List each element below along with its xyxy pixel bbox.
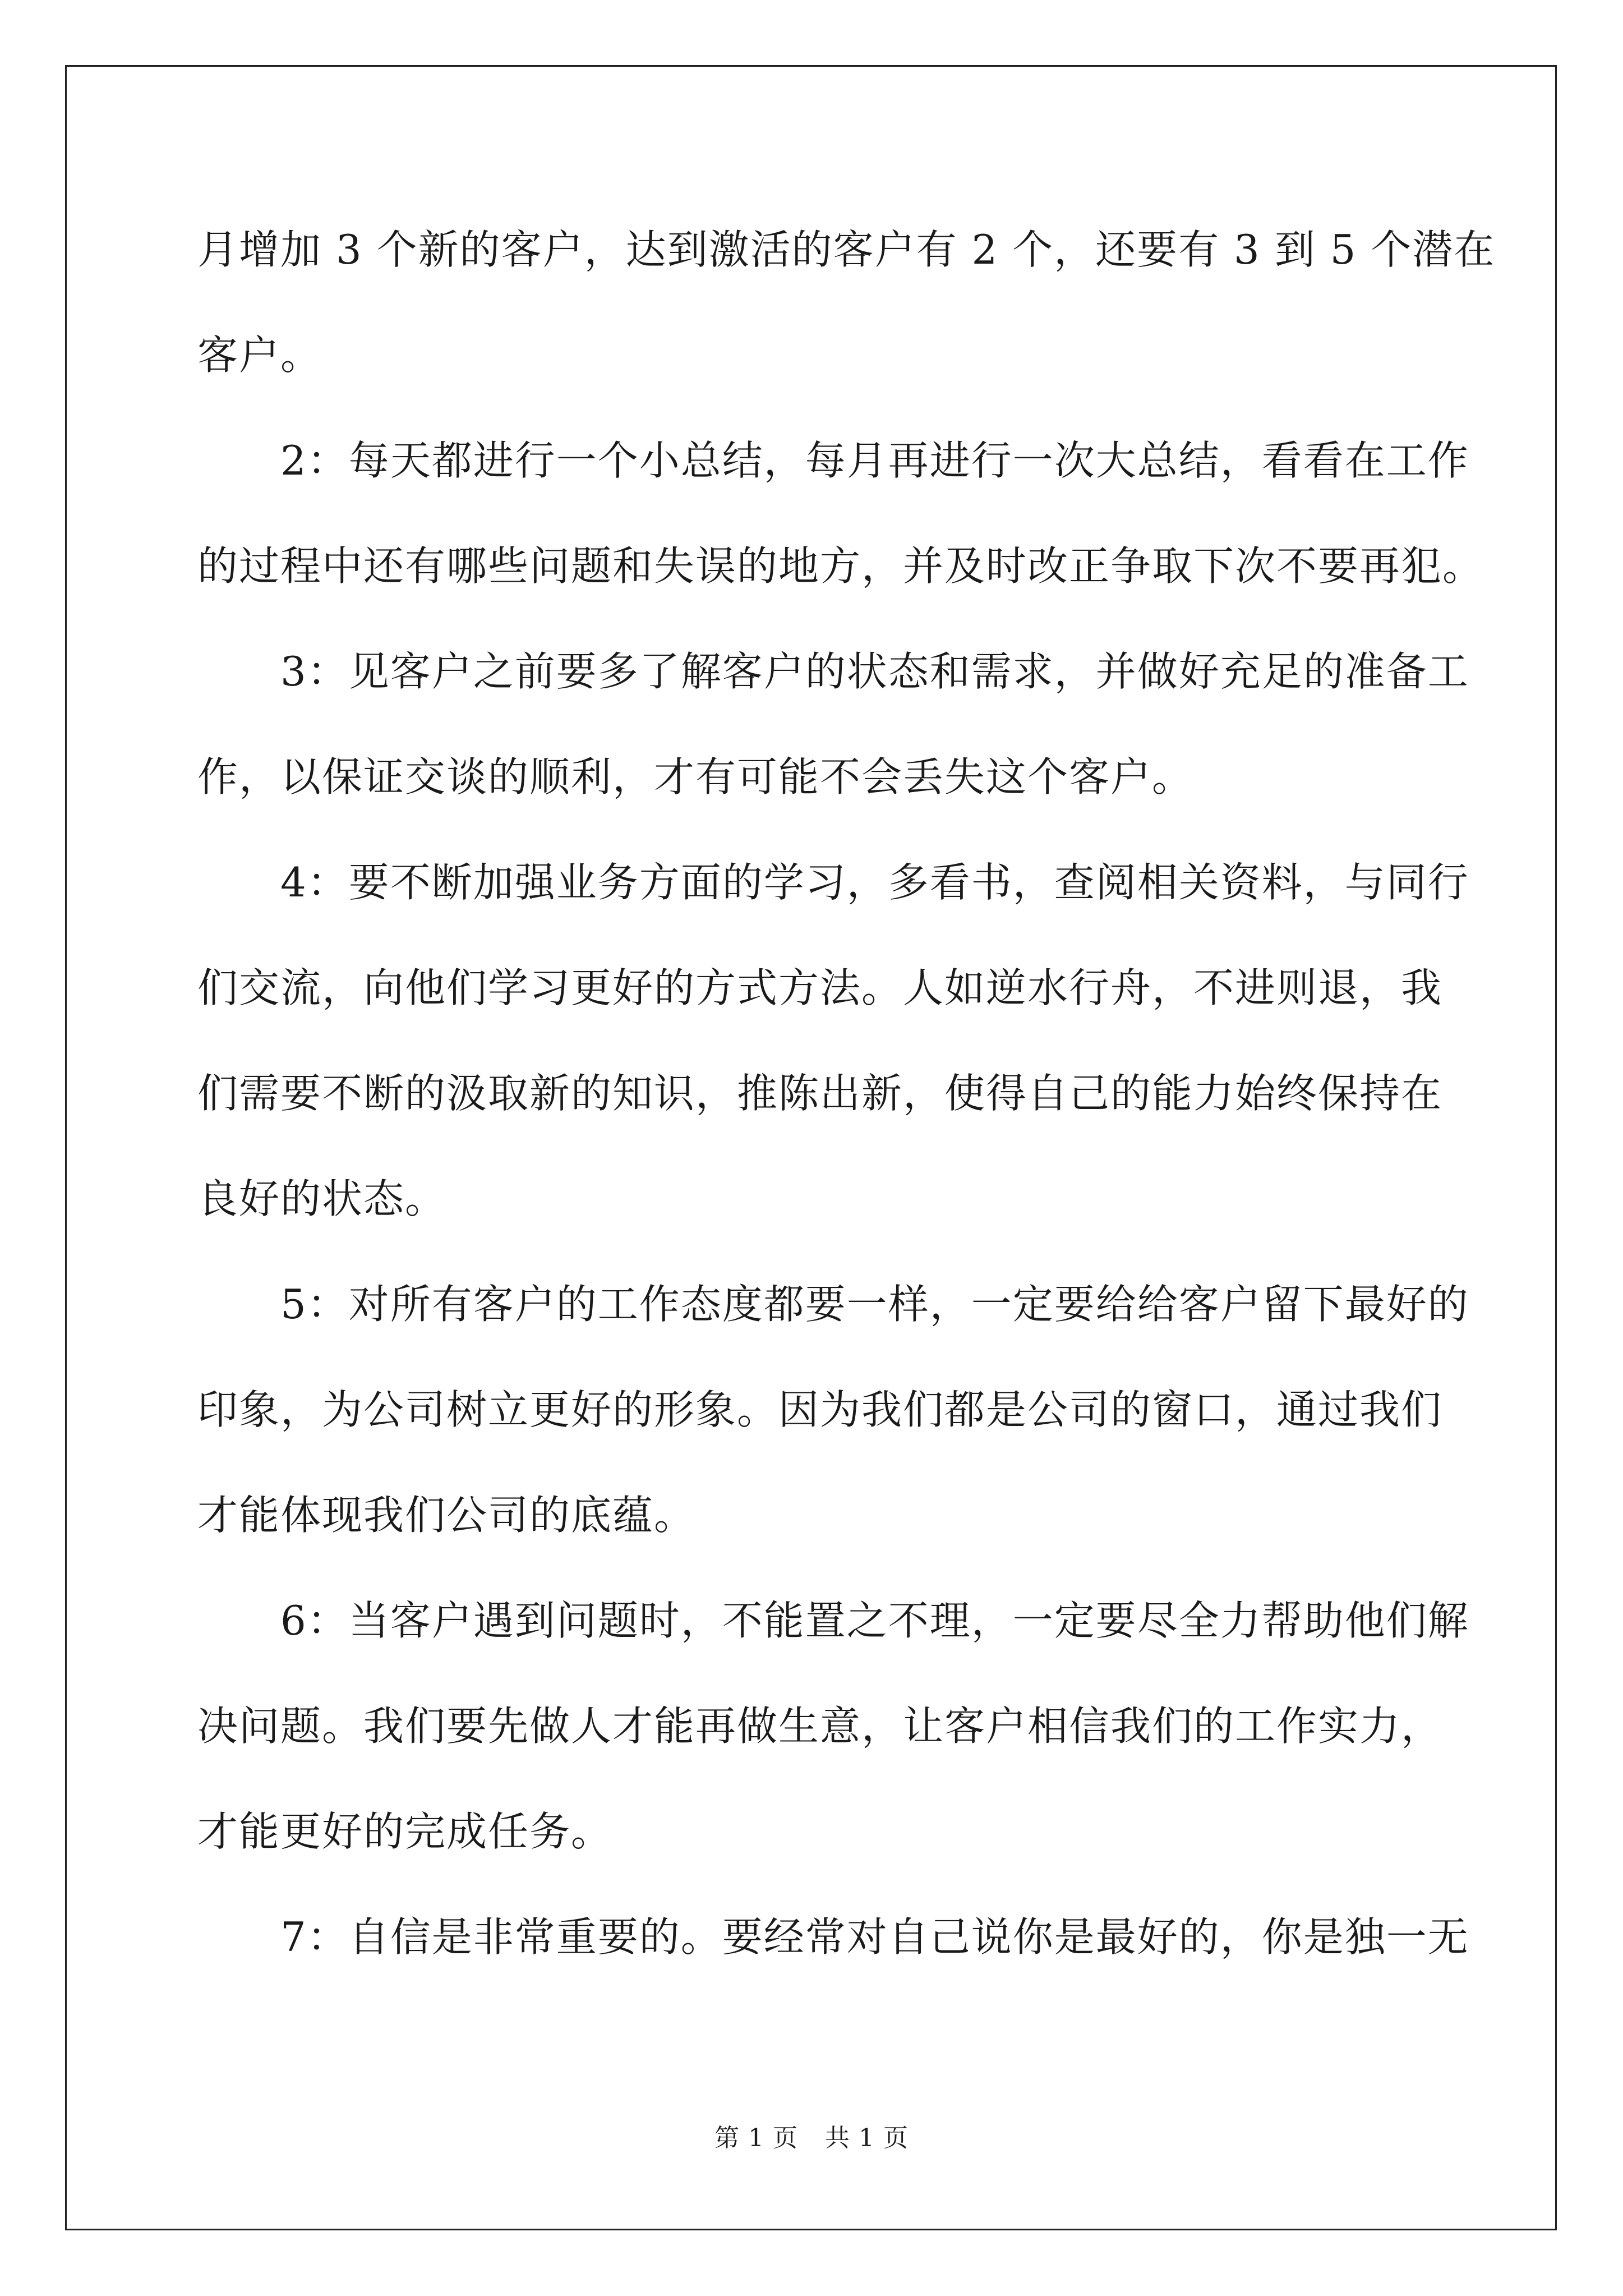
text-line: 印象，为公司树立更好的形象。因为我们都是公司的窗口，通过我们 (197, 1386, 1443, 1433)
text-line: 决问题。我们要先做人才能再做生意，让客户相信我们的工作实力， (197, 1703, 1443, 1750)
page-footer (0, 2118, 1623, 2154)
text-line: 们交流，向他们学习更好的方式方法。人如逆水行舟，不进则退，我 (197, 964, 1443, 1011)
page-number-current: 第 1 页 (714, 2124, 798, 2152)
text-line: 5：对所有客户的工作态度都要一样，一定要给给客户留下最好的 (280, 1281, 1469, 1328)
text-line: 才能体现我们公司的底蕴。 (197, 1492, 696, 1539)
text-line: 3：见客户之前要多了解客户的状态和需求，并做好充足的准备工 (280, 648, 1469, 695)
text-line: 7：自信是非常重要的。要经常对自己说你是最好的，你是独一无 (280, 1913, 1469, 1961)
text-line: 的过程中还有哪些问题和失误的地方，并及时改正争取下次不要再犯。 (197, 542, 1484, 590)
text-line: 月增加 3 个新的客户，达到激活的客户有 2 个，还要有 3 到 5 个潜在 (197, 226, 1496, 273)
document-body (197, 208, 1496, 2000)
text-line: 2：每天都进行一个小总结，每月再进行一次大总结，看看在工作 (280, 437, 1469, 484)
page-number-total: 共 1 页 (825, 2124, 909, 2152)
text-line: 们需要不断的汲取新的知识，推陈出新，使得自己的能力始终保持在 (197, 1070, 1443, 1117)
text-line: 客户。 (197, 332, 322, 379)
text-line: 6：当客户遇到问题时，不能置之不理，一定要尽全力帮助他们解 (280, 1597, 1469, 1644)
text-line: 才能更好的完成任务。 (197, 1808, 613, 1855)
text-line: 良好的状态。 (197, 1175, 447, 1222)
text-line: 作，以保证交谈的顺利，才有可能不会丢失这个客户。 (197, 753, 1194, 800)
text-line: 4：要不断加强业务方面的学习，多看书，查阅相关资料，与同行 (280, 859, 1469, 906)
